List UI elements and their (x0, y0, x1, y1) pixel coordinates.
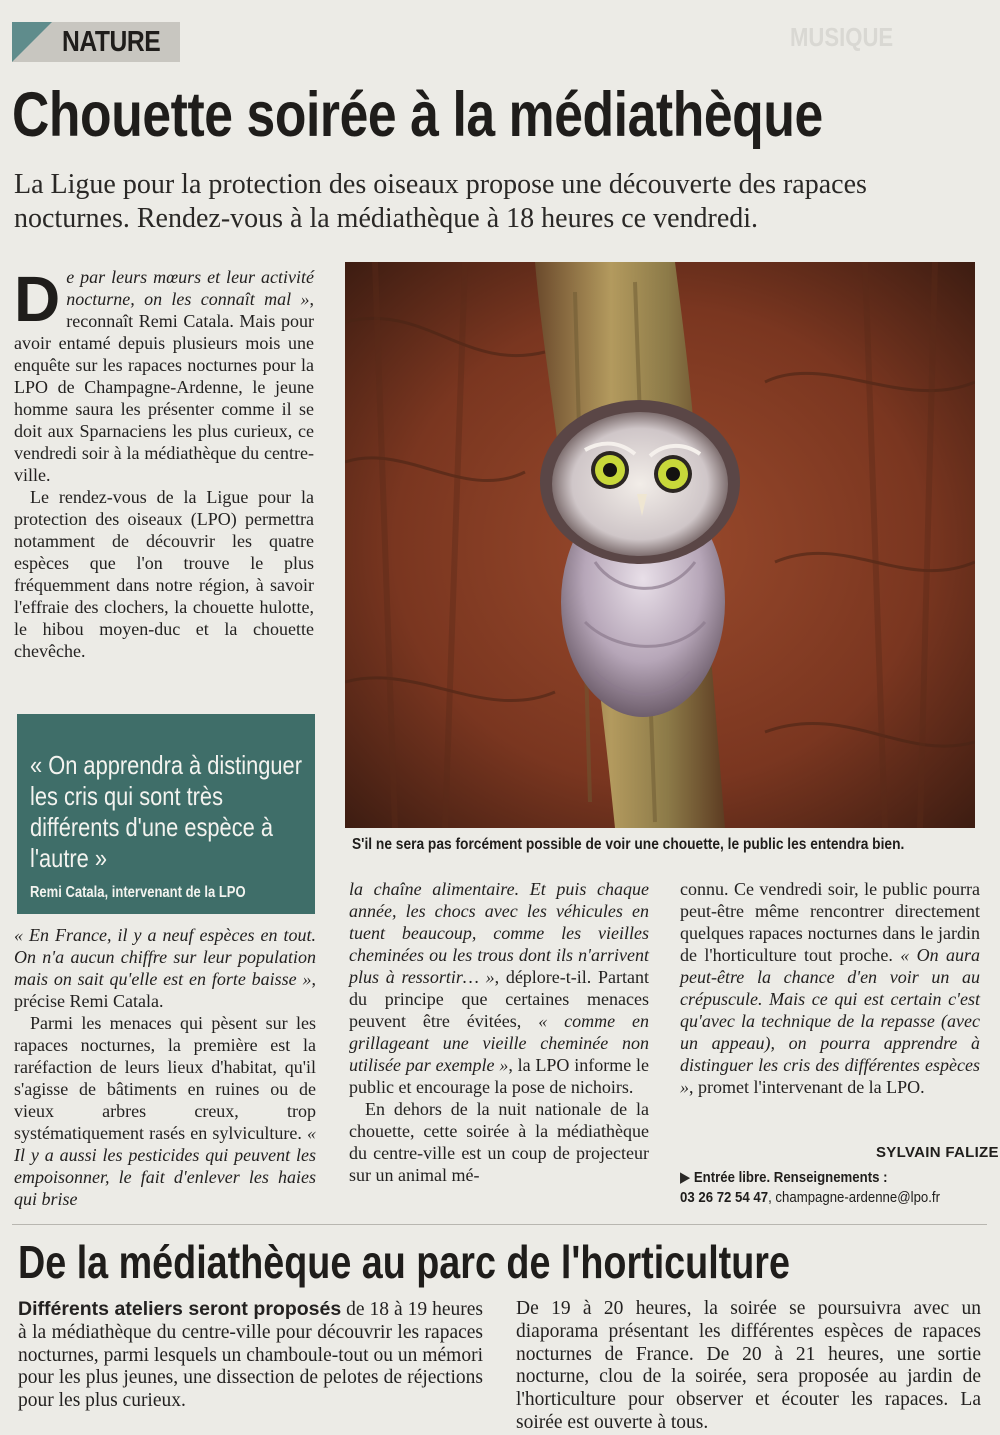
column-1-bottom (14, 924, 316, 1210)
paragraph-4 (14, 1012, 316, 1210)
info-phone: 03 26 72 54 47 (680, 1189, 769, 1206)
section-divider (12, 1224, 987, 1225)
box-column-left (18, 1298, 483, 1413)
photo-caption: S'il ne sera pas forcément possible de voir une chouette, le public les entendra bien. (352, 836, 905, 853)
info-line-1: Entrée libre. Renseignements : (693, 1169, 888, 1186)
section-rubric (12, 22, 180, 62)
info-practical (680, 1168, 944, 1208)
paragraph-7-end: , promet l'intervenant de la LPO. (689, 1077, 925, 1097)
paragraph-1-text: , reconnaît Remi Catala. Mais pour avoir entamé depuis plusieurs mois une enquête sur les rapaces nocturnes pour la LPO de Champagne-Ardenne, le jeune homme saura les présenter comme il se doit aux Sparnaciens les plus curieux, ce vendredi soir à la médiathèque du centre-ville. (14, 289, 314, 485)
quote-france: « En France, il y a neuf espèces en tout. On n'a aucun chiffre sur leur population mais on sait qu'elle est en forte baisse » (14, 925, 316, 989)
rubric-label: NATURE (62, 26, 161, 58)
next-page-rubric: MUSIQUE (790, 22, 894, 52)
quote-repasse: « On aura peut-être la chance d'en voir un au crépuscule. Mais ce qui est certain c'est qu'avec la technique de la repasse (avec un appeau), on pourra apprendre à distinguer les cris des différentes espèces » (680, 945, 980, 1097)
pull-quote-box (17, 714, 315, 914)
owl-in-tree-image (345, 262, 975, 828)
paragraph-7 (680, 878, 980, 1098)
box-column-right: De 19 à 20 heures, la soirée se poursuivra avec un diaporama présentant les différentes espèces de rapaces nocturnes de France. De 20 à 21 heures, une sortie nocturne, clou de la soirée, sera proposée au jardin de l'horticulture pour observer et écouter les rapaces. La soirée est ouverte à tous. (516, 1298, 981, 1433)
paragraph-6: En dehors de la nuit nationale de la chouette, cette soirée à la médiathèque du centre-ville est un coup de projecteur sur un animal mé- (349, 1099, 649, 1185)
quote-vehicles: la chaîne alimentaire. Et puis chaque année, les chocs avec les véhicules en tuent beaucoup, comme les vieilles cheminées ou les trous dont ils n'arrivent plus à ressortir… » (349, 879, 649, 987)
paragraph-5-end: , la LPO informe le public et encourage la pose de nichoirs. (349, 1055, 649, 1097)
column-1-top (14, 263, 314, 662)
owl-photo (345, 262, 975, 828)
paragraph-1 (14, 263, 314, 486)
box-headline: De la médiathèque au parc de l'horticulture (18, 1236, 790, 1288)
paragraph-7-text: connu. Ce vendredi soir, le public pourra peut-être même rencontrer directement quelques rapaces nocturnes dans le jardin de l'horticulture tout proche. (680, 879, 980, 965)
paragraph-4-text: Parmi les menaces qui pèsent sur les rapaces nocturnes, la première est la raréfaction de leurs lieux d'habitat, qu'il s'agisse de bâtiments en ruines ou de vieux arbres creux, trop systématiquement rasés en sylviculture. (14, 1013, 316, 1143)
article-lede: La Ligue pour la protection des oiseaux propose une découverte des rapaces nocturnes. Rendez-vous à la médiathèque à 18 heures ce vendredi. (14, 169, 867, 234)
box-left-bold: Différents ateliers seront proposés (18, 1298, 342, 1320)
pull-quote-attribution: Remi Catala, intervenant de la LPO (30, 884, 246, 901)
column-2 (349, 878, 649, 1186)
opening-quote: e par leurs mœurs et leur activité nocturne, on les connaît mal » (66, 267, 314, 309)
arrow-right-icon: ▶ (680, 1169, 691, 1186)
rubric-corner-mark (12, 22, 52, 62)
article-headline: Chouette soirée à la médiathèque (12, 80, 823, 150)
paragraph-3-text: , précise Remi Catala. (14, 969, 316, 1011)
column-3 (680, 878, 980, 1098)
pull-quote-text: « On apprendra à distinguer les cris qui sont très différents d'une espèce à l'autre » (30, 750, 302, 873)
paragraph-5 (349, 878, 649, 1098)
box-left-text: de 18 à 19 heures à la médiathèque du centre-ville pour découvrir les rapaces nocturnes, parmi lesquels un chamboule-tout ou un mémori pour les plus jeunes, une dissection de pelotes de réjections pour les plus curieux. (18, 1299, 484, 1412)
paragraph-5-text: , déplore-t-il. Partant du principe que certaines menaces peuvent être évitées, (349, 967, 650, 1031)
author-signature: SYLVAIN FALIZE (876, 1144, 999, 1161)
drop-cap: D (14, 263, 61, 335)
paragraph-3 (14, 924, 316, 1012)
quote-chimney: « comme en grillageant une vieille cheminée non utilisée par exemple » (349, 1011, 649, 1075)
paragraph-2: Le rendez-vous de la Ligue pour la protection des oiseaux (LPO) permettra notamment de découvrir les quatre espèces que l'on trouve le plus fréquemment dans notre région, à savoir l'effraie des clochers, la chouette hulotte, le hibou moyen-duc et la chouette chevêche. (14, 487, 314, 661)
quote-pesticides: « Il y a aussi les pesticides qui peuvent les empoisonner, le fait d'enlever les haies qui brise (14, 1123, 316, 1209)
info-email: , champagne-ardenne@lpo.fr (768, 1189, 940, 1206)
